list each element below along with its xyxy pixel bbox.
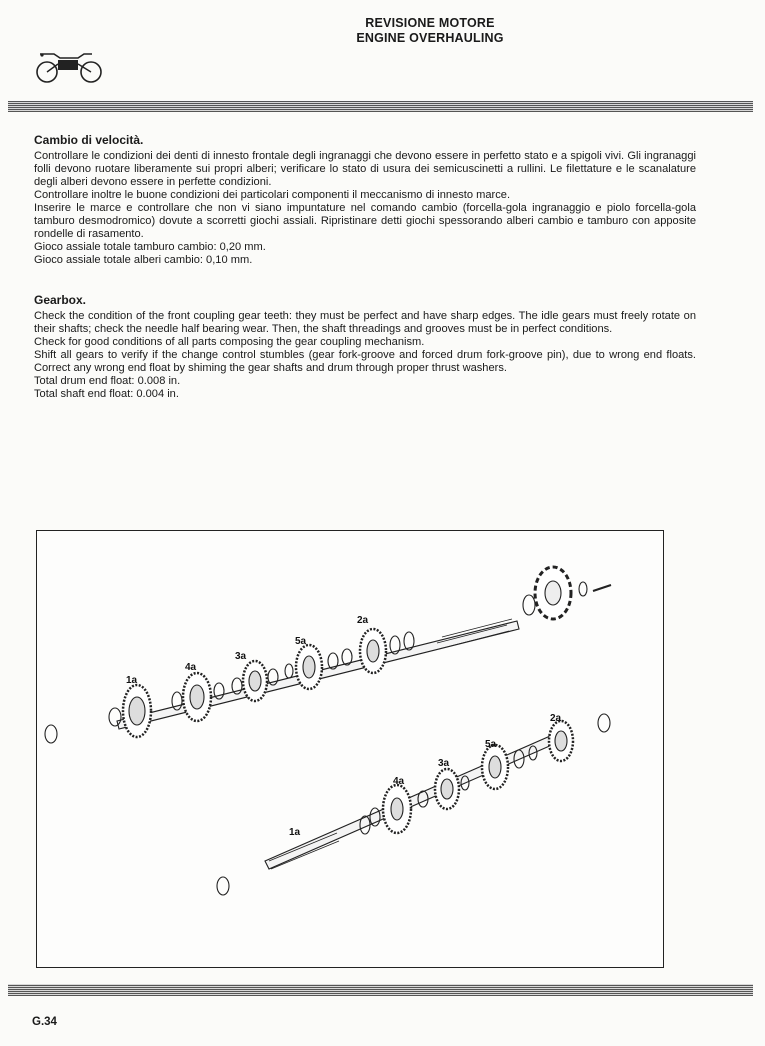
- paragraph: Controllare inoltre le buone condizioni dei particolari componenti il meccanismo di innesto marce.: [34, 189, 511, 201]
- section-italian: [34, 133, 696, 267]
- label-3a-upper: 3a: [235, 651, 247, 662]
- paragraph: Controllare le condizioni dei denti di innesto frontale degli ingranaggi che devono essere in perfetto stato e a spigoli vivi. Gli ingranaggi folli devono ruotare liberamente sui propri alberi; verificare lo stato di usura dei semicuscinetti a rullini. Le filettature e le scanalature degli alberi devono essere in perfette condizioni.: [34, 150, 696, 188]
- label-5a-lower: 5a: [485, 739, 497, 750]
- paragraph: Check for good conditions of all parts composing the gear coupling mechanism.: [34, 336, 425, 348]
- gear-1a-upper: [109, 685, 151, 737]
- paragraph: Total shaft end float: 0.004 in.: [34, 388, 179, 400]
- title-italian: REVISIONE MOTORE: [365, 16, 495, 30]
- paragraph: Total drum end float: 0.008 in.: [34, 375, 181, 387]
- label-1a-lower: 1a: [289, 827, 301, 838]
- gear-5a-lower: [482, 745, 537, 789]
- label-2a-upper: 2a: [357, 615, 369, 626]
- header-title: [250, 16, 610, 46]
- paragraph: Gioco assiale totale tamburo cambio: 0,20 mm.: [34, 241, 266, 253]
- gear-4a-lower: [370, 785, 428, 833]
- washer-bottom: [217, 877, 229, 895]
- paragraph: Check the condition of the front coupling gear teeth: they must be perfect and have sharp edges. The idle gears must freely rotate on their shafts; check the needle half bearing wear. Then, the shaft threadings and grooves must be in perfect conditions.: [34, 310, 696, 335]
- washer-left: [45, 725, 57, 743]
- motorcycle-icon: [34, 44, 104, 86]
- gearbox-exploded-figure: [36, 530, 664, 968]
- label-2a-lower: 2a: [550, 713, 562, 724]
- label-4a-lower: 4a: [393, 776, 405, 787]
- washer-right: [598, 714, 610, 732]
- section-english: [34, 293, 696, 401]
- paragraph: Gioco assiale totale alberi cambio: 0,10 mm.: [34, 254, 253, 266]
- label-4a-upper: 4a: [185, 662, 197, 673]
- paragraph: Shift all gears to verify if the change control stumbles (gear fork-groove and forced drum fork-groove pin), due to wrong end floats. Correct any wrong end float by shiming the gear shafts and drum through proper thrust washers.: [34, 349, 696, 374]
- page-number: G.34: [32, 1016, 57, 1028]
- output-sprocket: [523, 567, 611, 619]
- footer-divider-band: [8, 984, 753, 996]
- lower-shaft: [265, 733, 561, 869]
- section-heading-english: Gearbox.: [34, 293, 87, 307]
- paragraph: Inserire le marce e controllare che non vi siano impuntature nel comando cambio (forcella-gola ingranaggio e piolo forcella-gola tamburo desmodromico) dovute a scorretti giochi assiali. Ripristinare detti giochi spessorando alberi cambio e tamburo con apposite rondelle di rasamento.: [34, 202, 696, 240]
- label-1a-upper: 1a: [126, 675, 138, 686]
- gearbox-shafts-diagram: [37, 531, 663, 967]
- section-heading-italian: Cambio di velocità.: [34, 133, 144, 147]
- label-3a-lower: 3a: [438, 758, 450, 769]
- label-5a-upper: 5a: [295, 636, 307, 647]
- header-divider-band: [8, 101, 753, 112]
- title-english: ENGINE OVERHAULING: [356, 31, 504, 45]
- gear-2a-lower: [549, 721, 573, 761]
